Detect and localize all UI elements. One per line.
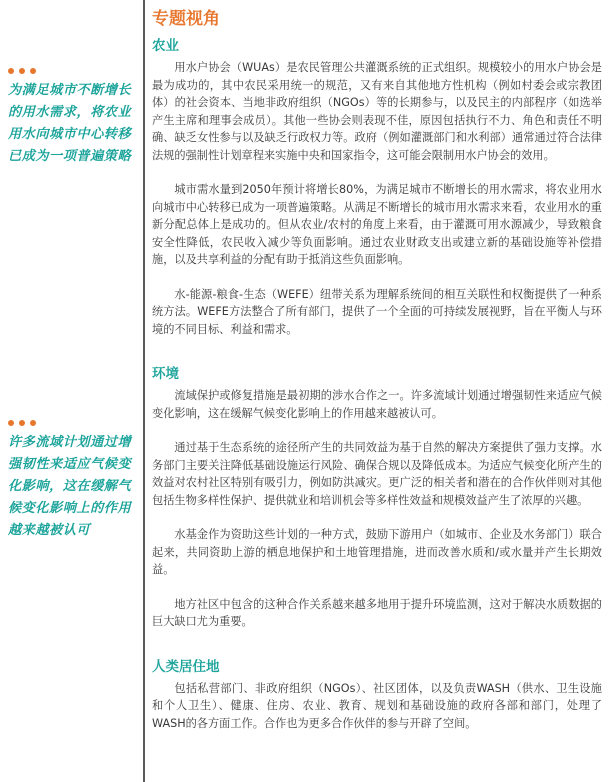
section-title-agriculture: 农业 xyxy=(152,38,179,54)
section-title-environment: 环境 xyxy=(152,366,179,382)
dot-icon xyxy=(8,420,14,426)
environment-paragraph-2: 通过基于生态系统的途径所产生的共同效益为基于自然的解决方案提供了强力支撑。水务部门主要关注降低基础设施运行风险、确保合规以及降低成本。为适应气候变化所产生的效益对农村社区特别有吸引力，例如防洪减灾。更广泛的相关者和潜在的合作伙伴则对其他包括生物多样性保护、提供就业和培训机会等多样性效益和规模效益产生了浓厚的兴趣。 xyxy=(152,441,602,507)
sidebar-quote-block-2 xyxy=(8,420,134,542)
agriculture-paragraph-1: 用水户协会（WUAs）是农民管理公共灌溉系统的正式组织。规模较小的用水户协会是最为成功的，其中农民采用统一的规范，又有来自其他地方性机构（例如村委会或宗教团体）的社会资本、当地非政府组织（NGOs）等的长期参与，以及民主的内部程序（如选举产生主席和理事会成员）。其他一些协会则表现不佳，原因包括执行不力、角色和责任不明确、缺乏女性参与以及缺乏行政权力等。政府（例如灌溉部门和水利部）通常通过符合法律法规的强制性计划章程来实施中央和国家指令，这可能会限制用水户协会的效用。 xyxy=(152,61,602,162)
page-title: 专题视角 xyxy=(152,9,220,29)
dots-decoration xyxy=(8,420,134,426)
agriculture-paragraph-2: 城市需水量到2050年预计将增长80%，为满足城市不断增长的用水需求，将农业用水向城市中心转移已成为一项普遍策略。从满足不断增长的城市用水需求来看，农业用水的重新分配总体上是成功的。但从农业/农村的角度上来看，由于灌溉可用水源减少，导致粮食安全性降低，农民收入减少等负面影响。通过农业财政支出或建立新的基础设施等补偿措施，以及共享利益的分配有助于抵消这些负面影响。 xyxy=(152,183,602,266)
dot-icon xyxy=(30,420,36,426)
pull-quote-1: 为满足城市不断增长的用水需求，将农业用水向城市中心转移已成为一项普遍策略 xyxy=(8,83,132,164)
pull-quote-2: 许多流域计划通过增强韧性来适应气候变化影响，这在缓解气候变化影响上的作用越来越被认可 xyxy=(8,435,132,538)
environment-paragraph-4: 地方社区中包含的这种合作关系越来越多地用于提升环境监测，这对于解决水质数据的巨大缺口尤为重要。 xyxy=(152,597,602,628)
dot-icon xyxy=(30,68,36,74)
dot-icon xyxy=(19,68,25,74)
dot-icon xyxy=(8,68,14,74)
section-title-settlements: 人类居住地 xyxy=(152,658,220,675)
sidebar-quote-block-1 xyxy=(8,68,134,168)
environment-paragraph-1: 流域保护或修复措施是最初期的涉水合作之一。许多流域计划通过增强韧性来适应气候变化影响，这在缓解气候变化影响上的作用越来越被认可。 xyxy=(152,389,602,420)
vertical-divider xyxy=(143,0,145,782)
dots-decoration xyxy=(8,68,134,74)
environment-paragraph-3: 水基金作为资助这些计划的一种方式，鼓励下游用户（如城市、企业及水务部门）联合起来，共同资助上游的栖息地保护和土地管理措施，进而改善水质和/或水量并产生长期效益。 xyxy=(152,528,602,576)
main-content xyxy=(152,0,602,732)
agriculture-paragraph-3: 水-能源-粮食-生态（WEFE）纽带关系为理解系统间的相互关联性和权衡提供了一种系统方法。WEFE方法整合了所有部门，提供了一个全面的可持续发展视野，旨在平衡人与环境的不同目标、利益和需求。 xyxy=(152,287,602,336)
settlements-paragraph-1: 包括私营部门、非政府组织（NGOs）、社区团体，以及负责WASH（供水、卫生设施和个人卫生）、健康、住房、农业、教育、规划和基础设施的政府各部和部门，处理了WASH的各方面工作。合作也为更多合作伙伴的参与开辟了空间。 xyxy=(152,681,602,730)
dot-icon xyxy=(19,420,25,426)
